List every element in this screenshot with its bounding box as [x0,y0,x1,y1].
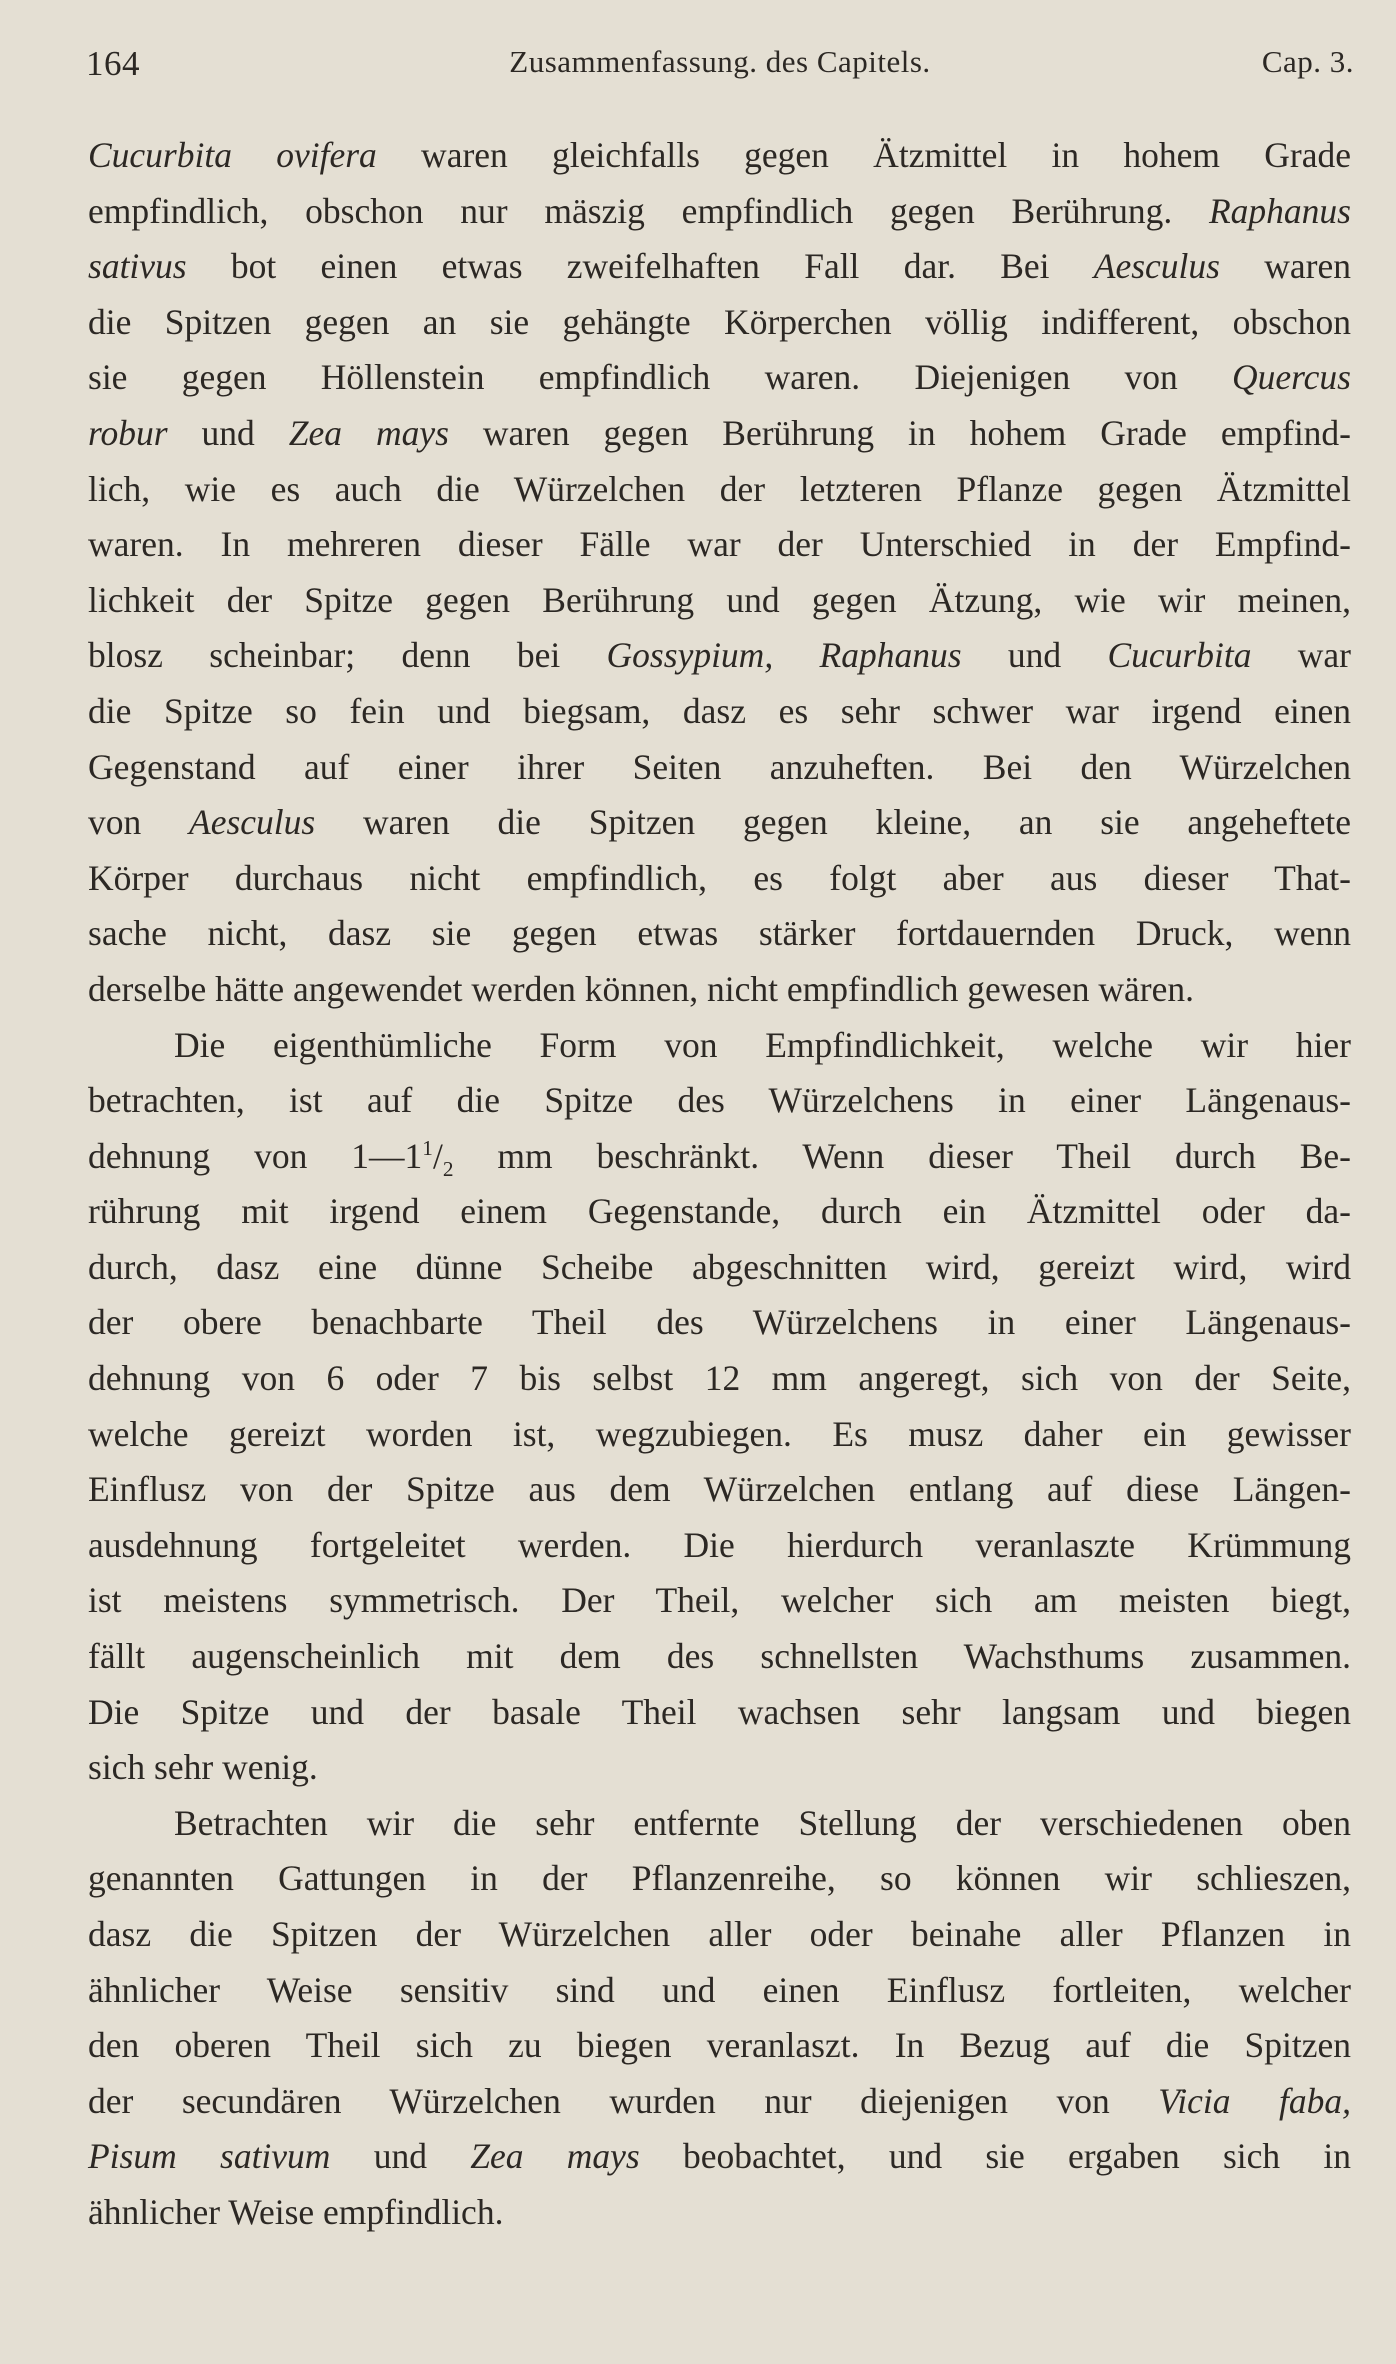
italic-term: Zea mays [288,412,449,453]
text-run: waren gegen Berührung in hohem Grade empfind- [448,412,1351,453]
text-line [88,795,1351,851]
text-run: sache nicht, dasz sie gegen etwas stärker fortdauernden Druck, wenn [88,913,1351,954]
italic-term: robur [88,412,168,453]
paragraph [88,1796,1351,2241]
text-run: / [432,1135,443,1176]
text-run: empfindlich, obschon nur mäszig empfindlich gegen Berührung. [88,190,1209,231]
text-run: dehnung von 6 oder 7 bis selbst 12 mm angeregt, sich von der Seite, [88,1358,1351,1399]
text-run: genannten Gattungen in der Pflanzenreihe, so können wir schlieszen, [88,1858,1351,1899]
text-line [88,1240,1351,1296]
text-run: und [167,412,289,453]
text-line [88,239,1351,295]
text-line [88,1907,1351,1963]
chapter-label: Cap. 3. [1261,44,1354,79]
text-run: durch, dasz eine dünne Scheibe abgeschnitten wird, gereizt wird, wird [88,1246,1351,1287]
text-run: 1 [422,1135,433,1160]
body-text [88,128,1351,2241]
text-run: welche gereizt worden ist, wegzubiegen. Es musz daher ein gewisser [88,1413,1351,1454]
text-line [88,184,1351,240]
text-run: waren gleichfalls gegen Ätzmittel in hohem Grade [376,135,1351,175]
text-run: ausdehnung fortgeleitet werden. Die hierdurch veranlaszte Krümmung [88,1524,1351,1565]
italic-term: Pisum sativum [88,2136,331,2177]
text-line [88,1073,1351,1129]
italic-term: Aesculus [189,802,316,843]
text-line [88,1295,1351,1351]
text-line [88,740,1351,796]
text-run: blosz scheinbar; denn bei [88,635,607,676]
text-run: Betrachten wir die sehr entfernte Stellung der verschiedenen oben [174,1802,1351,1843]
text-line [88,1518,1351,1574]
text-line [88,517,1351,573]
italic-term: Gossypium, Raphanus [606,635,962,676]
text-run: der secundären Würzelchen wurden nur diejenigen von [88,2080,1159,2121]
text-run: rührung mit irgend einem Gegenstande, durch ein Ätzmittel oder da- [88,1191,1351,1232]
italic-term: Quercus [1232,357,1351,398]
text-run: die Spitzen gegen an sie gehängte Körperchen völlig indifferent, obschon [88,301,1351,342]
running-header [86,44,1354,84]
text-run: war [1251,635,1352,676]
text-line [88,1685,1351,1741]
text-line [88,2129,1351,2185]
text-run: beobachtet, und sie ergaben sich in [639,2136,1352,2177]
text-line [88,462,1351,518]
text-line [88,1740,1351,1796]
text-run: waren [1219,246,1351,287]
text-line [88,350,1351,406]
text-run: Körper durchaus nicht empfindlich, es folgt aber aus dieser That- [88,857,1351,898]
text-run: und [961,635,1108,676]
text-run: Einflusz von der Spitze aus dem Würzelchen entlang auf diese Längen- [88,1469,1351,1510]
italic-term: Raphanus [1209,190,1351,231]
text-run: waren. In mehreren dieser Fälle war der Unterschied in der Empfind- [88,524,1351,565]
text-run: bot einen etwas zweifelhaften Fall dar. Bei [186,246,1094,287]
text-run: ähnlicher Weise empfindlich. [88,2191,504,2232]
text-run: Die eigenthümliche Form von Empfindlichkeit, welche wir hier [174,1024,1351,1065]
text-line [88,1351,1351,1407]
text-line [88,1407,1351,1463]
text-run: fällt augenscheinlich mit dem des schnellsten Wachsthums zusammen. [88,1636,1351,1677]
text-run: sie gegen Höllenstein empfindlich waren. Diejenigen von [88,357,1233,398]
text-line [88,2185,1351,2241]
text-run: Gegenstand auf einer ihrer Seiten anzuheften. Bei den Würzelchen [88,746,1351,787]
text-line [88,851,1351,907]
text-line [88,128,1351,184]
text-run: den oberen Theil sich zu biegen veranlaszt. In Bezug auf die Spitzen [88,2025,1351,2066]
paragraph [88,128,1351,1018]
text-run: dasz die Spitzen der Würzelchen aller oder beinahe aller Pflanzen in [88,1914,1351,1954]
italic-term: sativus [88,246,187,287]
text-run: lich, wie es auch die Würzelchen der letzteren Pflanze gegen Ätzmittel [88,468,1351,509]
text-run: waren die Spitzen gegen kleine, an sie angeheftete [315,802,1352,843]
paragraph [88,1018,1351,1796]
text-line [88,962,1351,1018]
text-line [88,1462,1351,1518]
text-line [88,1018,1351,1074]
text-line [88,2074,1351,2130]
italic-term: Cucurbita ovifera [88,135,377,175]
text-run: die Spitze so fein und biegsam, dasz es sehr schwer war irgend einen [88,690,1351,731]
text-line [88,1129,1351,1185]
text-run: mm beschränkt. Wenn dieser Theil durch Be- [453,1135,1351,1176]
text-line [88,1851,1351,1907]
running-title: Zusammenfassung. des Capitels. [509,44,931,79]
text-run: betrachten, ist auf die Spitze des Würzelchens in einer Längenaus- [88,1080,1351,1121]
text-line [88,906,1351,962]
italic-term: Zea mays [470,2136,640,2177]
text-run: ist meistens symmetrisch. Der Theil, welcher sich am meisten biegt, [88,1580,1351,1621]
text-run: derselbe hätte angewendet werden können, nicht empfindlich gewesen wären. [88,968,1194,1009]
italic-term: Cucurbita [1107,635,1252,676]
text-line [88,1184,1351,1240]
text-line [88,573,1351,629]
text-line [88,628,1351,684]
text-run: und [330,2136,471,2177]
text-run: sich sehr wenig. [88,1747,318,1788]
text-line [88,1963,1351,2019]
text-run: 2 [442,1156,454,1181]
text-run: lichkeit der Spitze gegen Berührung und gegen Ätzung, wie wir meinen, [88,579,1351,620]
text-line [88,1796,1351,1852]
text-line [88,295,1351,351]
text-run: der obere benachbarte Theil des Würzelchens in einer Längenaus- [88,1302,1351,1343]
text-run: dehnung von 1—1 [88,1135,423,1176]
italic-term: Vicia faba, [1158,2080,1351,2121]
text-line [88,406,1351,462]
page-number: 164 [86,44,140,83]
text-line [88,684,1351,740]
text-run: Die Spitze und der basale Theil wachsen sehr langsam und biegen [88,1691,1351,1732]
text-line [88,1573,1351,1629]
text-run: ähnlicher Weise sensitiv sind und einen Einflusz fortleiten, welcher [88,1969,1351,2010]
text-line [88,2018,1351,2074]
text-line [88,1629,1351,1685]
text-run: von [88,802,190,843]
italic-term: Aesculus [1093,246,1220,287]
